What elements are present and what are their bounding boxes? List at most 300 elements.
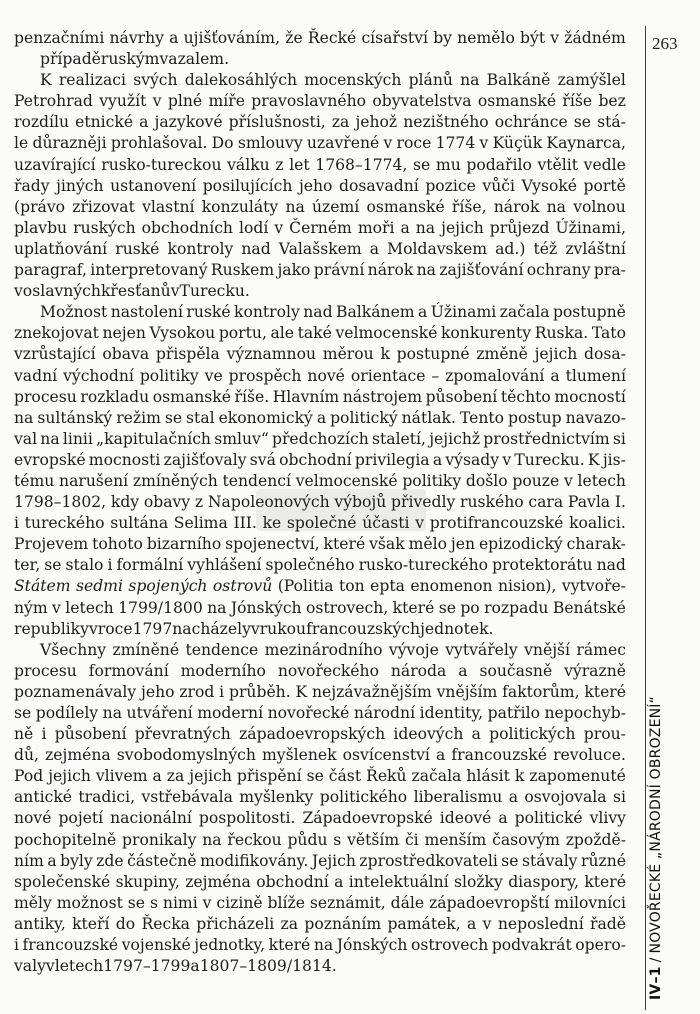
text-line (14, 703, 626, 724)
word: „kapitulačních (96, 429, 211, 448)
word: ekonomický (218, 408, 313, 427)
word: letech (54, 957, 104, 976)
text-line (14, 239, 626, 260)
word: znekojovat (14, 324, 99, 343)
word: ustanovení (110, 176, 197, 195)
word: patřilo (487, 704, 540, 722)
word: 1774 (435, 134, 476, 153)
word: obava (102, 345, 150, 364)
word: mezinárodního (264, 640, 383, 659)
word: na (40, 429, 60, 448)
word: Jejich (311, 851, 356, 870)
word: stá- (597, 113, 626, 132)
text-line (14, 218, 626, 239)
text-line (14, 155, 626, 176)
word: postup (508, 408, 562, 427)
word: staletí, (372, 429, 426, 448)
word: které (268, 936, 311, 955)
word: říše, (451, 197, 487, 216)
word: moderního (180, 661, 266, 680)
word: sedmi (75, 577, 123, 596)
word: novořecké (267, 704, 350, 722)
word: vstřebávala (141, 788, 233, 807)
text-line (14, 619, 626, 640)
word: se (573, 113, 591, 132)
word: v (202, 893, 212, 912)
word: které (584, 682, 626, 701)
word: i (219, 682, 225, 701)
text-line (14, 555, 626, 576)
word: Turecku. (179, 282, 250, 301)
word: velmocenské (335, 324, 438, 343)
word: pouze (512, 471, 560, 490)
word: území (312, 197, 360, 216)
word: francouzské (22, 936, 119, 955)
word: návrhy (109, 29, 164, 47)
word: národa (390, 661, 447, 680)
text-line (14, 808, 626, 829)
word: ruských (73, 218, 136, 237)
word: jeho (141, 682, 175, 701)
word: na (460, 71, 480, 90)
word: charak- (566, 535, 626, 554)
word: měrou (322, 345, 374, 364)
word: novořeckého (277, 661, 379, 680)
word: zamýšlel (557, 71, 626, 90)
word: tlumení (565, 366, 626, 385)
word: velmocenské (295, 471, 398, 490)
word: politického (319, 788, 408, 807)
word: sultána (110, 514, 169, 533)
word: Kaynarca, (546, 134, 626, 153)
word: identity, (419, 704, 484, 722)
word: i (14, 514, 19, 533)
word: přispění (236, 767, 302, 786)
word: pozice (425, 176, 476, 195)
word: vlivy (589, 809, 626, 828)
word: zpomalování (445, 366, 545, 385)
word: nision), (497, 577, 557, 596)
word: letech (65, 598, 114, 617)
word: vlastní (142, 197, 195, 216)
word: Valašskem (278, 239, 362, 258)
word: přicházeli (196, 914, 275, 933)
word: a (498, 809, 508, 828)
word: vazalem. (159, 50, 230, 69)
word: přispěla (155, 345, 220, 364)
word: v (52, 598, 61, 617)
word: Turecku. (514, 450, 585, 469)
word: mocností (554, 387, 626, 406)
word: pojetí (58, 809, 104, 828)
word: se (501, 851, 519, 870)
word: diaspory, (508, 872, 579, 891)
word: let (289, 155, 310, 174)
word: 1797–1799 (103, 957, 191, 976)
word: složky (453, 872, 503, 891)
word: říše (562, 92, 593, 111)
word: zejména (45, 746, 111, 765)
word: tému (14, 471, 55, 490)
word: zajišťování (439, 261, 524, 280)
word: rámec (576, 640, 626, 659)
word: plné (167, 92, 203, 111)
word: Pod (14, 767, 44, 786)
word: na (313, 936, 334, 955)
word: ochránce (494, 113, 568, 132)
word: se (127, 893, 146, 912)
word: nové (307, 366, 345, 385)
word: kteří (72, 914, 110, 933)
word: si (612, 429, 626, 448)
word: nátlak. (401, 408, 456, 427)
word: dosavadní (338, 176, 419, 195)
word: intelektuální (348, 872, 449, 891)
word: jejich (534, 345, 578, 364)
word: rozkladu (80, 387, 150, 406)
running-head-section: IV–1 (648, 966, 664, 1000)
word: myšlenek (262, 746, 337, 765)
word: se (44, 556, 62, 575)
word: a (467, 914, 477, 933)
word: v (274, 218, 284, 237)
word: blíže (267, 893, 305, 912)
word: účasti (362, 514, 410, 533)
word: ton (339, 577, 365, 596)
word: Vysokou (149, 324, 216, 343)
word: jeho (298, 176, 333, 195)
word: milovníci (554, 893, 626, 912)
word: osvícenství (342, 746, 430, 765)
word: smlouvy (237, 134, 303, 153)
word: nárok (367, 261, 414, 280)
text-line (14, 429, 626, 450)
word: spojenectví, (225, 535, 320, 554)
word: tradici, (78, 788, 136, 807)
text-line (14, 49, 626, 70)
text-line (14, 471, 626, 492)
word: Do (211, 134, 234, 153)
word: rusko-tureckého (358, 556, 489, 575)
word: se (438, 598, 456, 617)
word: myšlenky (239, 788, 314, 807)
word: nimi (162, 893, 198, 912)
word: těchto (500, 387, 551, 406)
running-head-title: NOVOŘECKÉ „NÁRODNÍ OBROZENÍ“ (648, 695, 664, 954)
word: vtělit (537, 155, 579, 174)
word: vyhlášení (187, 556, 262, 575)
word: na (416, 261, 436, 280)
word: koalici. (569, 514, 626, 533)
word: valy (14, 957, 46, 976)
word: evropské (14, 450, 86, 469)
word: půdu (287, 830, 328, 849)
word: jednotek. (420, 619, 494, 638)
word: nejen (102, 324, 146, 343)
word: které (584, 872, 626, 891)
word: jako (277, 261, 311, 280)
word: za (166, 767, 185, 786)
word: Küçük (492, 134, 543, 153)
word: letech (577, 471, 626, 490)
word: se (413, 155, 431, 174)
word: portě (583, 176, 626, 195)
word: zřizovat (72, 197, 135, 216)
word: dále (390, 893, 425, 912)
word: nárok (493, 197, 540, 216)
word: nemělo (457, 29, 515, 47)
word: stávaly (522, 851, 578, 870)
word: spojených (128, 577, 208, 596)
word: ostrovech (410, 936, 489, 955)
word: válku (227, 155, 270, 174)
word: orientace (350, 366, 426, 385)
word: svých (133, 71, 178, 90)
word: které (392, 598, 435, 617)
word: dalekosáhlých (184, 71, 298, 90)
word: svobodomyslných (116, 746, 256, 765)
word: s (333, 830, 342, 849)
word: a (418, 303, 428, 322)
word: působení (425, 387, 498, 406)
word: v (45, 957, 55, 976)
word: osmanské (366, 197, 445, 216)
word: protektorátu (492, 556, 593, 575)
word: a (508, 788, 518, 807)
word: po (460, 598, 480, 617)
word: vzrůstající (14, 345, 96, 364)
word: zmíněných (132, 471, 218, 490)
text-line (14, 598, 626, 619)
word: ruského (460, 493, 524, 512)
word: Balkánem (336, 303, 415, 322)
word: Selima (173, 514, 228, 533)
word: – (431, 366, 440, 385)
word: ruským (100, 50, 160, 69)
text-line (14, 935, 626, 956)
word: prospěch (228, 366, 302, 385)
word: v (152, 92, 162, 111)
word: režim (116, 408, 161, 427)
word: jednotky, (194, 936, 266, 955)
word: tendencí (222, 471, 291, 490)
word: využít (99, 92, 147, 111)
text-line (14, 513, 626, 534)
word: jen (450, 535, 476, 554)
word: Balkáně (486, 71, 551, 90)
word: posilujících (202, 176, 293, 195)
word: neposlední (497, 914, 584, 933)
word: by (433, 29, 452, 47)
text-line (14, 133, 626, 154)
word: vojenské (121, 936, 191, 955)
word: ným (14, 598, 48, 617)
word: (právo (14, 197, 66, 216)
word: výrazně (564, 661, 626, 680)
word: vytvoře- (561, 577, 626, 596)
word: a (139, 113, 149, 132)
word: říše. (234, 387, 270, 406)
word: řeckou (227, 830, 282, 849)
word: francouzské (451, 746, 547, 765)
word: které (323, 535, 366, 554)
word: ruské (186, 303, 231, 322)
word: z (275, 155, 284, 174)
text-line (14, 766, 626, 787)
word: Státem (14, 577, 71, 596)
word: přivedly (391, 493, 456, 512)
word: zde (96, 851, 124, 870)
word: být (520, 29, 546, 47)
word: poznamenávaly (14, 682, 137, 701)
word: předchozích (272, 429, 369, 448)
word: a (458, 661, 468, 680)
word: uplatňování (14, 239, 108, 258)
word: roce (97, 619, 133, 638)
word: 1799/1800 (118, 598, 203, 617)
word: zmíněné (112, 640, 180, 659)
word: na (207, 598, 227, 617)
word: ochrany (526, 261, 591, 280)
word: došlo (465, 471, 508, 490)
word: vedle (583, 155, 626, 174)
word: a (316, 408, 327, 427)
running-head (648, 696, 664, 1000)
word: nacionální (110, 809, 192, 828)
word: také (297, 324, 332, 343)
word: též (533, 239, 558, 258)
word: ně (14, 725, 34, 744)
word: podvakrát (491, 936, 572, 955)
text-line (14, 70, 626, 91)
word: rozdílu (14, 113, 70, 132)
word: prostřednictvím (483, 429, 610, 448)
word: formování (88, 661, 169, 680)
word: a (369, 239, 380, 258)
word: významnou (226, 345, 317, 364)
word: Ruskem (210, 261, 275, 280)
word: Úžinami (430, 303, 497, 322)
word: začala (499, 303, 550, 322)
word: nové (14, 809, 52, 828)
word: ruské (115, 239, 160, 258)
word: dosa- (584, 345, 626, 364)
word: svá (249, 450, 276, 469)
word: epta (370, 577, 405, 596)
word: formální (116, 556, 184, 575)
word: cara (528, 493, 564, 512)
word: poznáním (304, 914, 382, 933)
text-line (14, 344, 626, 365)
word: národní (353, 704, 416, 722)
word: pochopitelně (14, 830, 117, 849)
word: Pavla (567, 493, 611, 512)
word: etnické (75, 113, 134, 132)
word: časovým (492, 830, 560, 849)
word: val (14, 429, 38, 448)
word: ke (262, 514, 282, 533)
word: republiky (14, 619, 89, 638)
word: se (306, 767, 324, 786)
word: sultánský (37, 408, 113, 427)
word: zpoždě- (565, 830, 626, 849)
word: část (328, 767, 362, 786)
word: Jónských (336, 936, 408, 955)
word: Vysoké (521, 176, 578, 195)
word: realizaci (58, 71, 127, 90)
word: hlásit (466, 767, 510, 786)
word: v (479, 134, 489, 153)
word: mocnosti (88, 450, 161, 469)
word: politiky (402, 471, 462, 490)
margin-rule (645, 26, 646, 1010)
body-text (14, 28, 626, 977)
word: podařilo (466, 155, 532, 174)
word: Jónských (230, 598, 302, 617)
word: měly (14, 893, 52, 912)
text-line (14, 682, 626, 703)
word: a (432, 450, 443, 469)
word: a (400, 218, 410, 237)
word: modifikovány. (200, 851, 309, 870)
word: Projevem (14, 535, 89, 554)
text-line (14, 408, 626, 429)
word: tohoto (92, 535, 143, 554)
word: stal (186, 408, 215, 427)
word: a (550, 366, 560, 385)
word: liberalismu (413, 788, 503, 807)
word: zprostředkovateli (359, 851, 498, 870)
word: jejichž (429, 429, 481, 448)
word: postupně (552, 303, 626, 322)
word: nástrojem (342, 387, 423, 406)
word: a (169, 29, 179, 47)
word: procesu (14, 387, 77, 406)
word: k (514, 767, 525, 786)
word: uzavřené (306, 134, 380, 153)
word: s (149, 893, 158, 912)
word: mělo (408, 535, 447, 554)
word: vnějším (436, 682, 498, 701)
word: seznámit, (309, 893, 386, 912)
word: rukou (259, 619, 307, 638)
word: I. (614, 493, 626, 512)
word: na (415, 218, 436, 237)
word: Napoleonových (207, 493, 330, 512)
word: ter, (14, 556, 41, 575)
word: plavbu (14, 218, 68, 237)
text-line (14, 724, 626, 745)
word: revoluce. (553, 746, 626, 765)
word: 1768–1774, (315, 155, 408, 174)
word: zvláštní (565, 239, 626, 258)
text-line (14, 745, 626, 766)
text-line (14, 28, 626, 49)
word: utváření (126, 704, 193, 722)
word: vadní (14, 366, 58, 385)
word: obyvatelstva (372, 92, 472, 111)
word: Úžinami, (555, 218, 626, 237)
word: antiky, (14, 914, 66, 933)
word: 1797 (132, 619, 173, 638)
word: nejzávažnějším (311, 682, 432, 701)
word: pronikaly (122, 830, 197, 849)
word: Všechny (40, 640, 107, 659)
word: společného (265, 556, 355, 575)
word: moderní (197, 704, 264, 722)
word: možnost (56, 893, 123, 912)
text-line (14, 576, 626, 597)
